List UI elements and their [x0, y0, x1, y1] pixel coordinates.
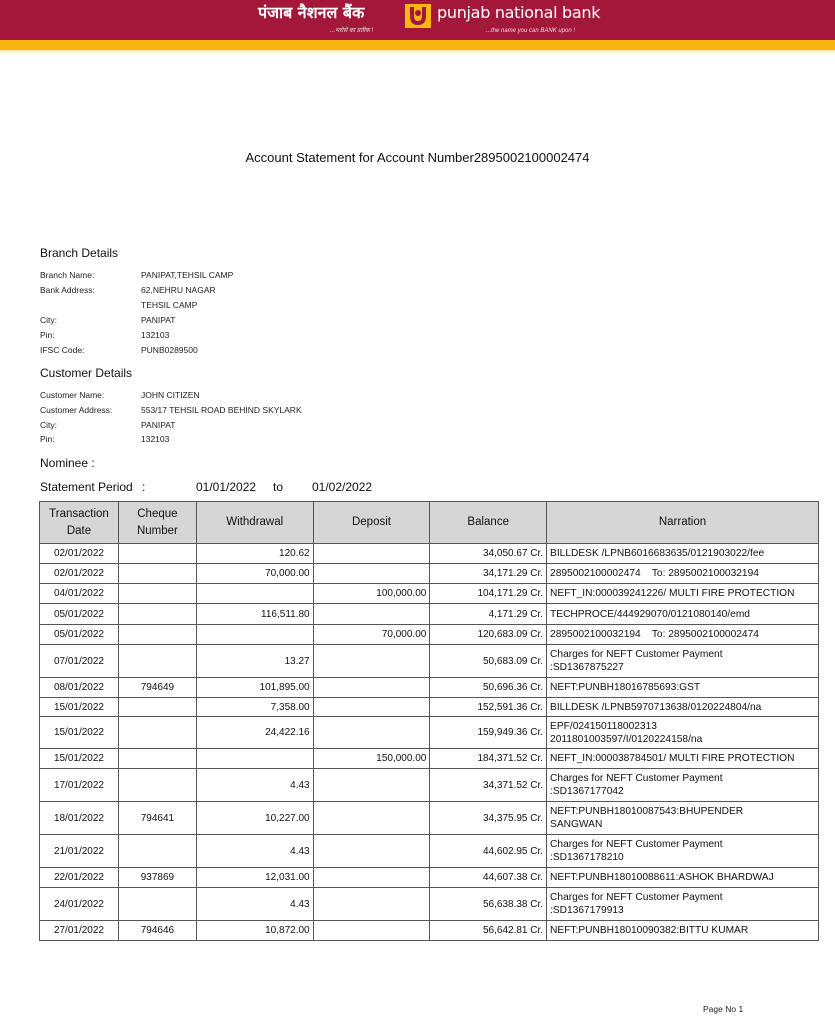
cell-date: 02/01/2022 [40, 564, 119, 584]
cell-withdrawal: 70,000.00 [196, 564, 313, 584]
cell-deposit [313, 544, 430, 564]
field-value: 62,NEHRU NAGAR [141, 285, 216, 295]
cell-narration [547, 625, 819, 645]
narration-line: NEFT:PUNBH18016785693:GST [550, 682, 701, 693]
cell-cheque-number [118, 749, 196, 769]
narration-line: :SD1367178210 [550, 852, 624, 863]
header-balance: Balance [430, 502, 547, 544]
cell-deposit [313, 769, 430, 802]
cell-cheque-number [118, 625, 196, 645]
cell-cheque-number [118, 717, 196, 749]
field-label: Branch Name: [40, 270, 95, 280]
table-row [40, 769, 819, 802]
field-value: PANIPAT,TEHSIL CAMP [141, 270, 234, 280]
cell-withdrawal: 4.43 [196, 769, 313, 802]
cell-withdrawal: 116,511.80 [196, 604, 313, 625]
table-row [40, 645, 819, 678]
transactions-body [40, 544, 819, 941]
cell-deposit: 100,000.00 [313, 584, 430, 604]
narration-line: TECHPROCE/444929070/0121080140/emd [550, 608, 750, 620]
table-row [40, 888, 819, 921]
cell-balance: 34,171.29 Cr. [430, 564, 547, 584]
cell-cheque-number [118, 698, 196, 717]
period-to: 01/02/2022 [312, 480, 373, 494]
branch-details-heading: Branch Details [40, 246, 119, 260]
narration-line: SANGWAN [550, 819, 603, 830]
table-row [40, 584, 819, 604]
table-row [40, 678, 819, 698]
cell-balance: 34,050.67 Cr. [430, 544, 547, 564]
cell-date: 18/01/2022 [40, 802, 119, 835]
cell-narration [547, 802, 819, 835]
cell-narration [547, 564, 819, 584]
field-value: TEHSIL CAMP [141, 300, 198, 310]
cell-balance: 34,371.52 Cr. [430, 769, 547, 802]
cell-narration [547, 749, 819, 769]
cell-cheque-number [118, 564, 196, 584]
header-label: Cheque Number [136, 507, 178, 537]
narration-line: BILLDESK /LPNB5970713638/0120224804/na [550, 701, 762, 713]
cell-narration [547, 717, 819, 749]
cell-deposit [313, 645, 430, 678]
cell-withdrawal: 7,358.00 [196, 698, 313, 717]
header-cheque-number [118, 502, 196, 544]
cell-deposit: 70,000.00 [313, 625, 430, 645]
table-row [40, 835, 819, 868]
field-label: City: [40, 315, 57, 325]
cell-deposit [313, 868, 430, 888]
cell-date: 21/01/2022 [40, 835, 119, 868]
cell-balance: 159,949.36 Cr. [430, 717, 547, 749]
cell-cheque-number [118, 544, 196, 564]
table-row [40, 698, 819, 717]
narration-line: NEFT:PUNBH18010087543:BHUPENDER [550, 806, 744, 817]
narration-line: EPF/024150118002313 [550, 720, 657, 732]
page-number: Page No 1 [703, 1004, 744, 1014]
cell-narration [547, 835, 819, 868]
field-label: City: [40, 420, 57, 430]
narration-line: Charges for NEFT Customer Payment [550, 892, 723, 903]
cell-date: 15/01/2022 [40, 717, 119, 749]
cell-withdrawal: 120.62 [196, 544, 313, 564]
cell-balance: 50,683.09 Cr. [430, 645, 547, 678]
cell-narration [547, 584, 819, 604]
cell-date: 07/01/2022 [40, 645, 119, 678]
cell-withdrawal: 4.43 [196, 888, 313, 921]
table-row [40, 921, 819, 941]
header-deposit: Deposit [313, 502, 430, 544]
cell-balance: 4,171.29 Cr. [430, 604, 547, 625]
table-row [40, 625, 819, 645]
period-from: 01/01/2022 [196, 480, 257, 494]
period-to-label: to [273, 480, 284, 494]
cell-narration [547, 604, 819, 625]
cell-cheque-number [118, 769, 196, 802]
nominee-label: Nominee : [40, 456, 95, 470]
cell-deposit [313, 802, 430, 835]
field-label: Pin: [40, 330, 55, 340]
cell-date: 15/01/2022 [40, 698, 119, 717]
field-label: IFSC Code: [40, 345, 85, 355]
cell-cheque-number [118, 888, 196, 921]
cell-withdrawal [196, 584, 313, 604]
cell-narration [547, 645, 819, 678]
customer-details-heading: Customer Details [40, 366, 133, 380]
cell-deposit [313, 921, 430, 941]
narration-line: NEFT:PUNBH18010090382:BITTU KUMAR [550, 925, 749, 936]
cell-date: 24/01/2022 [40, 888, 119, 921]
transactions-table [39, 501, 819, 941]
header-transaction-date [40, 502, 119, 544]
cell-withdrawal: 24,422.16 [196, 717, 313, 749]
field-value: 132103 [141, 434, 170, 444]
cell-withdrawal: 12,031.00 [196, 868, 313, 888]
narration-line: NEFT_IN:000039241226/ MULTI FIRE PROTECTION [550, 588, 795, 599]
header-withdrawal: Withdrawal [196, 502, 313, 544]
cell-narration [547, 921, 819, 941]
table-row [40, 749, 819, 769]
field-value: 132103 [141, 330, 170, 340]
narration-line: :SD1367875227 [550, 662, 624, 673]
table-row [40, 717, 819, 749]
cell-withdrawal: 4.43 [196, 835, 313, 868]
cell-date: 05/01/2022 [40, 604, 119, 625]
bank-name-english: punjab national bank [437, 3, 601, 22]
cell-deposit [313, 564, 430, 584]
cell-narration [547, 888, 819, 921]
narration-line: BILLDESK /LPNB6016683635/0121903022/fee [550, 548, 765, 559]
field-value: JOHN CITIZEN [141, 390, 200, 400]
cell-cheque-number: 794646 [118, 921, 196, 941]
cell-cheque-number [118, 604, 196, 625]
cell-balance: 120,683.09 Cr. [430, 625, 547, 645]
table-row [40, 604, 819, 625]
narration-line: :SD1367179913 [550, 905, 624, 916]
field-label: Customer Address: [40, 405, 113, 415]
cell-balance: 152,591.36 Cr. [430, 698, 547, 717]
cell-deposit [313, 835, 430, 868]
cell-withdrawal: 13.27 [196, 645, 313, 678]
cell-balance: 184,371.52 Cr. [430, 749, 547, 769]
cell-withdrawal: 10,872.00 [196, 921, 313, 941]
cell-date: 22/01/2022 [40, 868, 119, 888]
field-label: Customer Name: [40, 390, 105, 400]
narration-line: Charges for NEFT Customer Payment [550, 773, 723, 784]
cell-deposit [313, 888, 430, 921]
cell-withdrawal [196, 749, 313, 769]
cell-cheque-number [118, 835, 196, 868]
cell-narration [547, 698, 819, 717]
cell-balance: 44,607.38 Cr. [430, 868, 547, 888]
table-row [40, 564, 819, 584]
cell-balance: 50,696.36 Cr. [430, 678, 547, 698]
cell-date: 17/01/2022 [40, 769, 119, 802]
table-row [40, 802, 819, 835]
cell-withdrawal [196, 625, 313, 645]
cell-cheque-number [118, 584, 196, 604]
period-label: Statement Period [40, 480, 133, 494]
field-value: PUNB0289500 [141, 345, 198, 355]
tagline-hindi: ...भरोसे का प्रतीक ! [330, 28, 374, 34]
cell-cheque-number: 937869 [118, 868, 196, 888]
cell-withdrawal: 101,895.00 [196, 678, 313, 698]
cell-date: 15/01/2022 [40, 749, 119, 769]
narration-line: 2895002100032194 To: 2895002100002474 [550, 629, 759, 640]
cell-balance: 104,171.29 Cr. [430, 584, 547, 604]
cell-balance: 56,638.38 Cr. [430, 888, 547, 921]
cell-date: 05/01/2022 [40, 625, 119, 645]
field-label: Pin: [40, 434, 55, 444]
cell-date: 04/01/2022 [40, 584, 119, 604]
cell-narration [547, 544, 819, 564]
cell-narration [547, 868, 819, 888]
header-label: Transaction Date [49, 507, 109, 537]
cell-date: 08/01/2022 [40, 678, 119, 698]
cell-date: 27/01/2022 [40, 921, 119, 941]
cell-cheque-number [118, 645, 196, 678]
field-label: Bank Address: [40, 285, 95, 295]
cell-date: 02/01/2022 [40, 544, 119, 564]
cell-deposit [313, 717, 430, 749]
field-value: PANIPAT [141, 420, 176, 430]
statement-title: Account Statement for Account Number2895002100002474 [245, 150, 590, 165]
field-value: 553/17 TEHSIL ROAD BEHIND SKYLARK [141, 405, 302, 415]
narration-line: 2011801003597/I/0120224158/na [550, 733, 703, 745]
header-gold-stripe [0, 40, 835, 50]
period-colon: : [142, 480, 146, 494]
table-header-row [40, 502, 819, 544]
cell-balance: 34,375.95 Cr. [430, 802, 547, 835]
bank-name-hindi: पंजाब नैशनल बैंक [258, 3, 365, 22]
narration-line: :SD1367177042 [550, 786, 624, 797]
cell-narration [547, 769, 819, 802]
narration-line: Charges for NEFT Customer Payment [550, 649, 723, 660]
cell-narration [547, 678, 819, 698]
narration-line: NEFT_IN:000038784501/ MULTI FIRE PROTECTION [550, 753, 795, 764]
cell-withdrawal: 10,227.00 [196, 802, 313, 835]
table-row [40, 868, 819, 888]
cell-deposit [313, 604, 430, 625]
table-row [40, 544, 819, 564]
pnb-logo-icon [405, 4, 431, 28]
narration-line: Charges for NEFT Customer Payment [550, 839, 723, 850]
cell-deposit: 150,000.00 [313, 749, 430, 769]
narration-line: 2895002100002474 To: 2895002100032194 [550, 568, 759, 579]
cell-balance: 56,642.81 Cr. [430, 921, 547, 941]
tagline-english: ...the name you can BANK upon ! [486, 28, 576, 34]
field-value: PANIPAT [141, 315, 176, 325]
narration-line: NEFT:PUNBH18010088611:ASHOK BHARDWAJ [550, 872, 774, 883]
cell-deposit [313, 678, 430, 698]
cell-cheque-number: 794641 [118, 802, 196, 835]
cell-cheque-number: 794649 [118, 678, 196, 698]
cell-deposit [313, 698, 430, 717]
cell-balance: 44,602.95 Cr. [430, 835, 547, 868]
header-narration: Narration [547, 502, 819, 544]
header-divider [0, 50, 835, 54]
